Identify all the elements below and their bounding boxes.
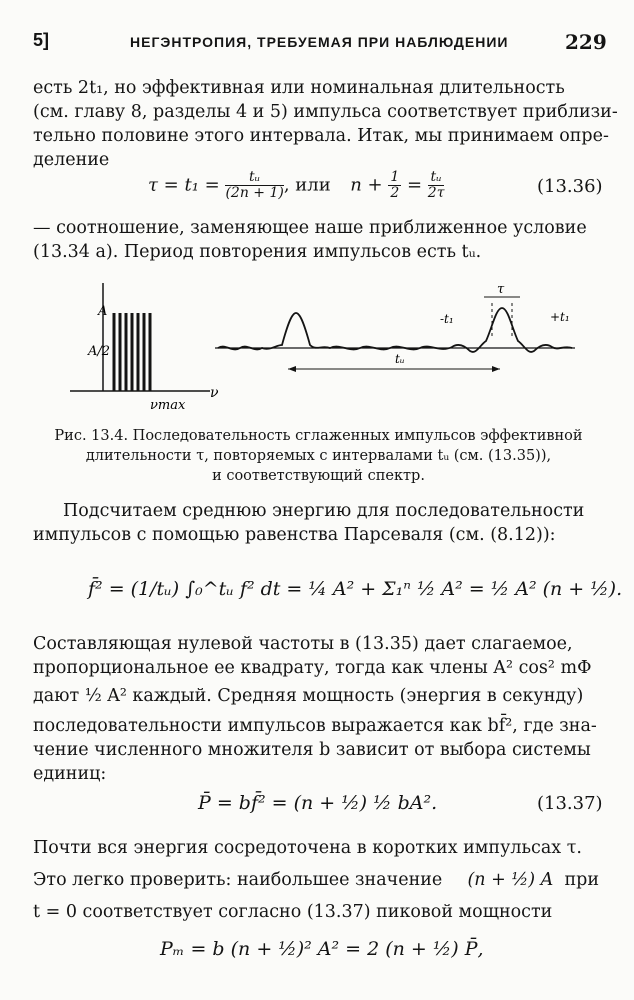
- label-tu: tᵤ: [395, 352, 405, 366]
- figure-13-4: [60, 283, 590, 413]
- para3-line2: импульсов с помощью равенства Парсеваля (см. (8.12)):: [33, 525, 556, 545]
- figure-caption-line1: Рис. 13.4. Последовательность сглаженных импульсов эффективной: [54, 428, 583, 444]
- para5-line2-formula: (n + ½) A: [467, 870, 554, 890]
- label-A-half: A/2: [88, 344, 111, 359]
- spectrum-bars: [114, 313, 150, 391]
- para1-line2: (см. главу 8, разделы 4 и 5) импульса соответствует приблизи-: [33, 102, 618, 122]
- para4-line3: дают ½ A² каждый. Средняя мощность (энергия в секунду): [33, 686, 584, 706]
- para5-line2: [33, 870, 599, 890]
- para2-line2: (13.34 а). Период повторения импульсов есть tᵤ.: [33, 242, 482, 262]
- equation-number-13-37: (13.37): [537, 793, 603, 814]
- para2-line1: — соотношение, заменяющее наше приближенное условие: [33, 218, 587, 238]
- label-minus-t1: -t₁: [440, 312, 454, 326]
- para5-line3: t = 0 соответствует согласно (13.37) пиковой мощности: [33, 902, 553, 922]
- figure-caption-line3: и соответствующий спектр.: [212, 468, 425, 484]
- para1-line4: деление: [33, 150, 110, 170]
- label-vmax: νmax: [150, 398, 186, 413]
- figure-caption-line2: длительности τ, повторяемых с интервалами tᵤ (см. (13.35)),: [85, 448, 552, 464]
- para4-line2: пропорциональное ее квадрату, тогда как члены A² cos² mΦ: [33, 658, 592, 678]
- para4-line5: чение численного множителя b зависит от выбора системы: [33, 740, 591, 760]
- para3-line1: Подсчитаем среднюю энергию для последовательности: [63, 501, 585, 521]
- para4-line6: единиц:: [33, 764, 107, 784]
- label-tau: τ: [497, 283, 505, 297]
- running-title: НЕГЭНТРОПИЯ, ТРЕБУЕМАЯ ПРИ НАБЛЮДЕНИИ: [130, 34, 509, 50]
- para4-line1: Составляющая нулевой частоты в (13.35) дает слагаемое,: [33, 634, 573, 654]
- label-plus-t1: +t₁: [550, 310, 570, 324]
- para4-line4: последовательности импульсов выражается как bf̄², где зна-: [33, 716, 597, 736]
- equation-13-36: τ = t₁ = $\frac{\text{tᵤ}}{(2n + 1)}$ , или n + $\frac{1}{2}$ = $\frac{\text{tᵤ}}{2\tau}$: [148, 169, 445, 201]
- equation-peak-power: Pₘ = b (n + ½)² A² = 2 (n + ½) P̄,: [160, 938, 484, 960]
- label-nu: ν: [210, 385, 219, 401]
- para1-line3: тельно половине этого интервала. Итак, мы принимаем опре-: [33, 126, 609, 146]
- para5-line2-text: Это легко проверить: наибольшее значение: [33, 870, 443, 890]
- equation-number-13-36: (13.36): [537, 176, 603, 197]
- equation-13-37: P̄ = bf̄² = (n + ½) ½ bA².: [198, 792, 438, 814]
- para5-line1: Почти вся энергия сосредоточена в коротких импульсах τ.: [33, 838, 582, 858]
- page-number: 229: [565, 30, 607, 54]
- pulse-train-curve: [218, 308, 572, 352]
- section-number: 5]: [33, 30, 50, 50]
- equation-parseval: f̄² = (1/tᵤ) ∫₀^tᵤ f² dt = ¼ A² + Σ₁ⁿ ½ A² = ½ A² (n + ½).: [88, 578, 623, 600]
- para5-line2-end: при: [564, 870, 599, 890]
- label-A: A: [98, 304, 108, 319]
- para1-line1: есть 2t₁, но эффективная или номинальная длительность: [33, 78, 565, 98]
